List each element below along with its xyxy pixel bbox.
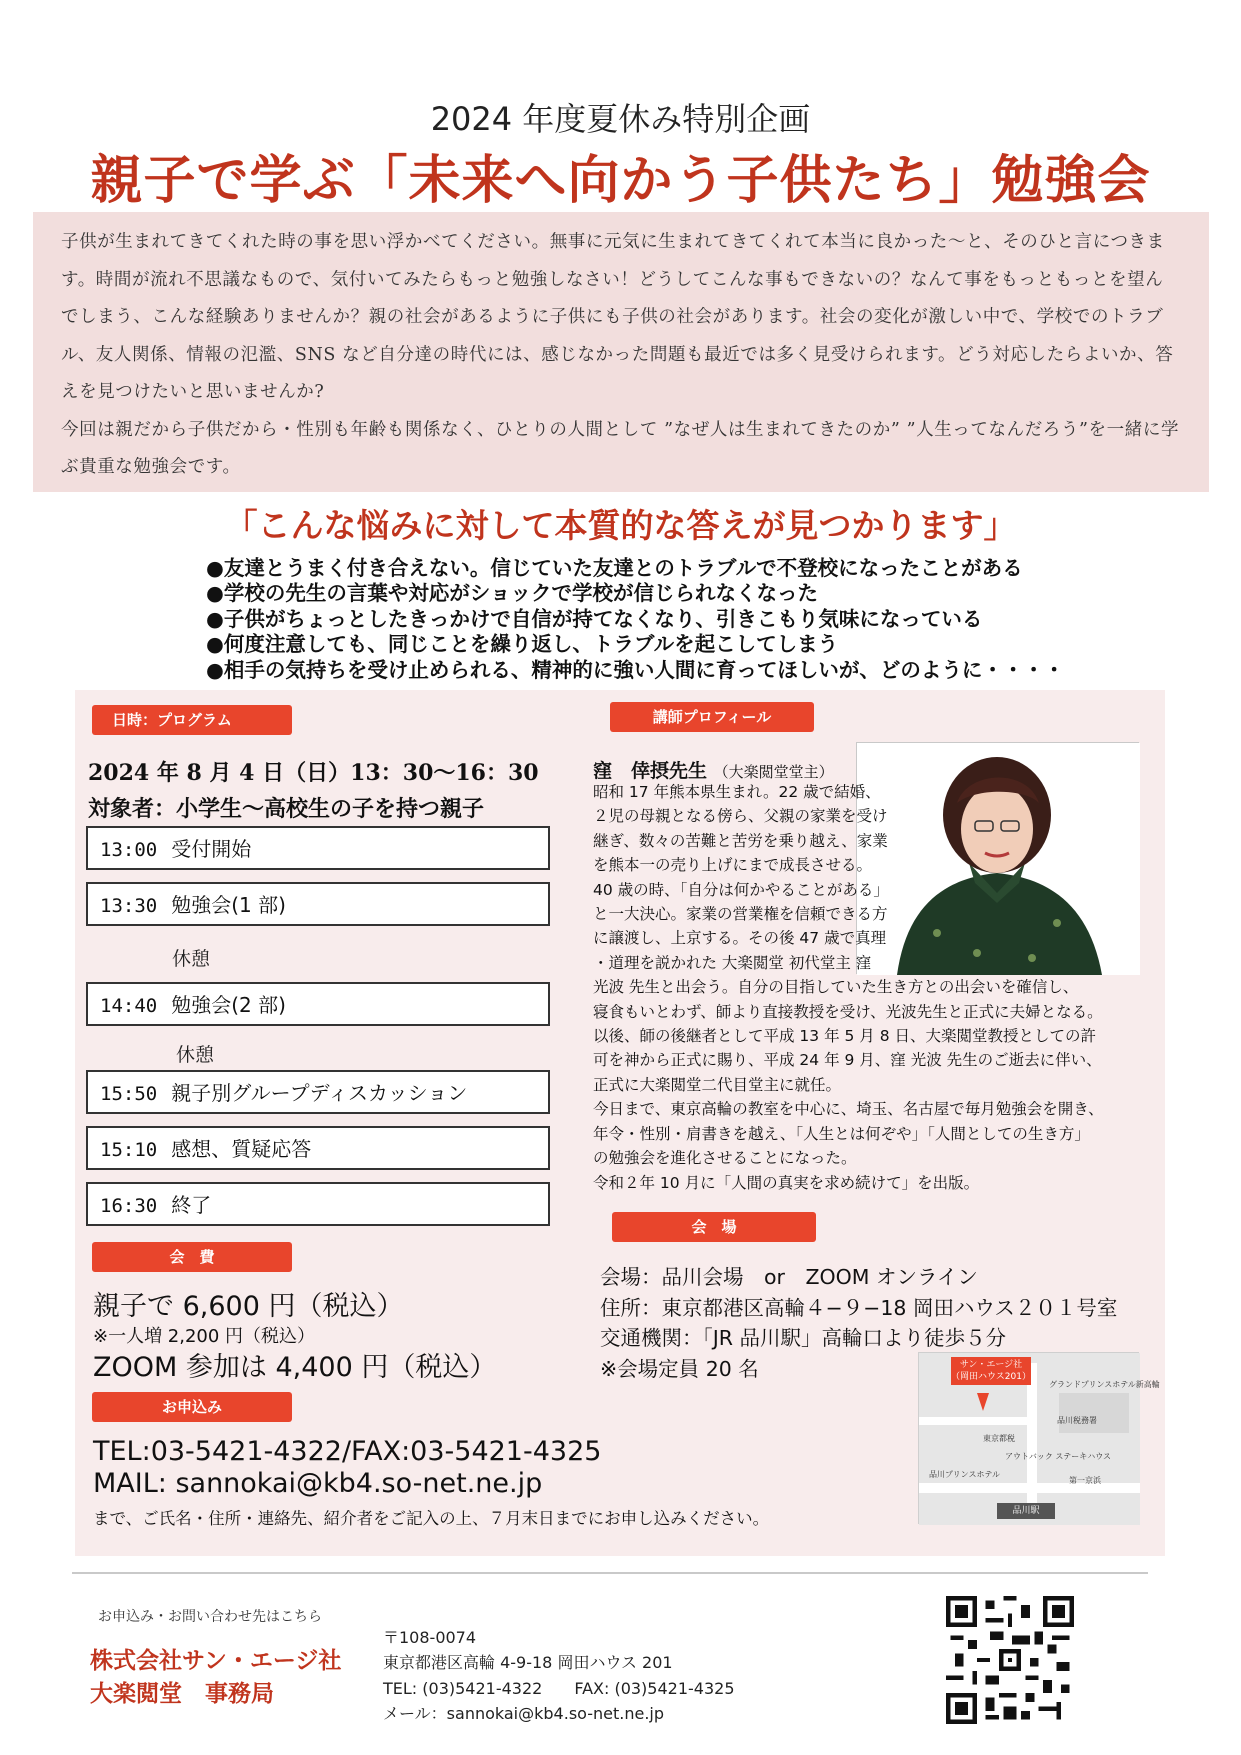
bio-line: の勉強会を進化させることになった。 [593,1149,857,1168]
worry-item: ●学校の先生の言葉や対応がショックで学校が信じられなくなった [206,581,818,606]
schedule-item [86,826,550,870]
bio-line: ２児の母親となる傍ら、父親の家業を受け [593,807,888,826]
schedule-item [86,982,550,1026]
program-tag: 日時：プログラム [92,705,292,735]
event-target: 対象者：小学生〜高校生の子を持つ親子 [88,797,485,822]
bio-line: 年令・性別・肩書きを越え、「人生とは何ぞや」「人間としての生き方」 [593,1124,1090,1143]
lecturer-name-text: 窪 倖摂先生 [593,760,708,782]
schedule-item [86,1126,550,1170]
intro-paragraph-1: 子供が生まれてきてくれた時の事を思い浮かべてください。無事に元気に生まれてきてくれて本当に良かった〜と、そのひと言につきます。時間が流れ不思議なもので、気付いてみたらもっと勉強しなさい！どうしてこんな事もできないの？なんて事をもっともっとを望んでしまう、こんな経験ありませんか？親の社会があるように子供にも子供の社会があります。社会の変化が激しい中で、学校でのトラブル、友人関係、情報の氾濫、SNS など自分達の時代には、感じなかった問題も最近では多く見受けられます。どう対応したらよいか、答えを見つけたいと思いませんか? [61,232,1174,402]
break-label: 休憩 [172,948,211,970]
venue-access: 交通機関：「JR 品川駅」高輪口より徒歩５分 [600,1326,1007,1350]
tel-fax: TEL: (03)5421-4322 FAX: (03)5421-4325 [383,1678,735,1698]
bio-line: を熊本一の売り上げにまで成長させる。 [593,856,873,875]
bio-line: 光波 先生と出会う。自分の目指していた生き方との出会いを確信し、 [593,978,1079,997]
bio-line: と一大決心。家業の営業権を信頼できる方 [593,905,888,924]
schedule-label: 勉強会(1 部) [171,893,286,917]
schedule-label: 終了 [171,1193,212,1217]
map-venue-label: サン・エージ社（岡田ハウス201） [951,1357,1031,1385]
map-place: アウトバック ステーキハウス [1005,1452,1111,1461]
map-place: 第一京浜 [1069,1476,1101,1485]
map-place: 東京都税 [983,1434,1015,1443]
bio-line: 昭和 17 年熊本県生まれ。22 歳で結婚、 [593,783,881,801]
schedule-time: 16:30 [100,1195,158,1217]
venue-capacity: ※会場定員 20 名 [600,1357,759,1381]
schedule-item [86,1182,550,1226]
worry-item: ●相手の気持ちを受け止められる、精神的に強い人間に育ってほしいが、どのように・・・・ [206,657,1065,682]
schedule-label: 勉強会(2 部) [171,993,286,1017]
worry-item: ●子供がちょっとしたきっかけで自信が持てなくなり、引きこもり気味になっている [206,606,983,631]
office-name: 大楽閲堂 事務局 [90,1681,274,1707]
apply-tel-fax: TEL:03-5421-4322/FAX:03-5421-4325 [93,1436,602,1467]
footer-address [383,1625,735,1727]
company-name: 株式会社サン・エージ社 [90,1648,342,1674]
worries-title: 「こんな悩みに対して本質的な答えが見つかります」 [224,506,1017,545]
bio-line: 令和２年 10 月に「人間の真実を求め続けて」を出版。 [593,1173,980,1192]
worry-item: ●何度注意しても、同じことを繰り返し、トラブルを起こしてしまう [206,632,839,657]
bio-line: ・道理を説かれた 大楽閲堂 初代堂主 窪 [593,953,872,972]
bio-line: 正式に大楽閲堂二代目堂主に就任。 [593,1075,842,1094]
intro-paragraph-2: 今回は親だから子供だから・性別も年齢も関係なく、ひとりの人間として ”なぜ人は生まれてきたのか” ”人生ってなんだろう”を一緒に学ぶ貴重な勉強会です。 [61,419,1180,477]
qr-code-icon[interactable] [946,1596,1074,1724]
bio-line: に譲渡し、上京する。その後 47 歳で真理 [593,929,887,948]
bio-line: 今日まで、東京高輪の教室を中心に、埼玉、名古屋で毎月勉強会を開き、 [593,1100,1104,1119]
schedule-time: 13:30 [100,895,158,917]
apply-tag: お申込み [92,1392,292,1422]
map-place: グランドプリンスホテル新高輪 [1049,1380,1160,1389]
event-title: 親子で学ぶ「未来へ向かう子供たち」勉強会 [90,151,1151,211]
worries-list [206,556,1166,683]
event-date: 2024 年 8 月 4 日（日）13：30〜16：30 [88,760,539,786]
schedule-time: 13:00 [100,839,158,861]
bio-line: 継ぎ、数々の苦難と苦労を乗り越え、家業 [593,831,888,850]
lecturer-tag: 講師プロフィール [610,702,814,732]
map-station: 品川駅 [997,1503,1055,1519]
lecturer-bio [593,780,1104,1195]
venue-map [918,1352,1160,1524]
lecturer-role: （大楽閲堂堂主） [713,763,834,781]
bio-line: 可を神から正式に賜り、平成 24 年 9 月、窪 光波 先生のご逝去に伴い、 [593,1051,1102,1070]
mail-address[interactable]: メール：sannokai@kb4.so-net.ne.jp [383,1704,665,1724]
schedule-time: 15:50 [100,1083,158,1105]
bio-line: 40 歳の時、「自分は何かやることがある」 [593,880,889,899]
schedule-item [86,1070,550,1114]
schedule-item [86,882,550,926]
map-place: 品川プリンスホテル [929,1470,1001,1479]
intro-box [33,212,1209,492]
fee-family: 親子で 6,600 円（税込） [93,1291,404,1322]
fee-extra-person: ※一人増 2,200 円（税込） [93,1326,316,1347]
footer-divider [72,1572,1148,1574]
break-label: 休憩 [176,1044,215,1066]
schedule-label: 親子別グループディスカッション [171,1081,468,1105]
street-address: 東京都港区高輪 4-9-18 岡田ハウス 201 [383,1653,673,1673]
bio-line: 寝食もいとわず、師より直接教授を受け、光波先生と正式に夫婦となる。 [593,1002,1103,1021]
company-block [90,1645,341,1711]
schedule-label: 受付開始 [171,837,252,861]
contact-lead: お申込み・お問い合わせ先はこちら [98,1609,322,1625]
apply-mail[interactable]: MAIL: sannokai@kb4.so-net.ne.jp [93,1468,543,1499]
bio-line: 以後、師の後継者として平成 13 年 5 月 8 日、大楽閲堂教授としての許 [593,1027,1097,1046]
event-subtitle: 2024 年度夏休み特別企画 [430,100,811,138]
apply-note: まで、ご氏名・住所・連絡先、紹介者をご記入の上、７月末日までにお申し込みください。 [93,1509,770,1528]
venue-address: 住所：東京都港区高輪４−９−18 岡田ハウス２０１号室 [600,1296,1118,1320]
worry-item: ●友達とうまく付き合えない。信じていた友達とのトラブルで不登校になったことがある [206,556,1023,580]
fee-zoom: ZOOM 参加は 4,400 円（税込） [93,1352,497,1383]
venue-place: 会場：品川会場 or ZOOM オンライン [600,1265,978,1289]
venue-tag: 会 場 [612,1212,816,1242]
schedule-time: 15:10 [100,1139,158,1161]
fee-tag: 会 費 [92,1242,292,1272]
schedule-label: 感想、質疑応答 [171,1137,312,1161]
schedule-time: 14:40 [100,995,158,1017]
postal-code: 〒108-0074 [383,1628,477,1647]
lecturer-name [593,756,834,783]
map-place: 品川税務署 [1057,1416,1097,1425]
